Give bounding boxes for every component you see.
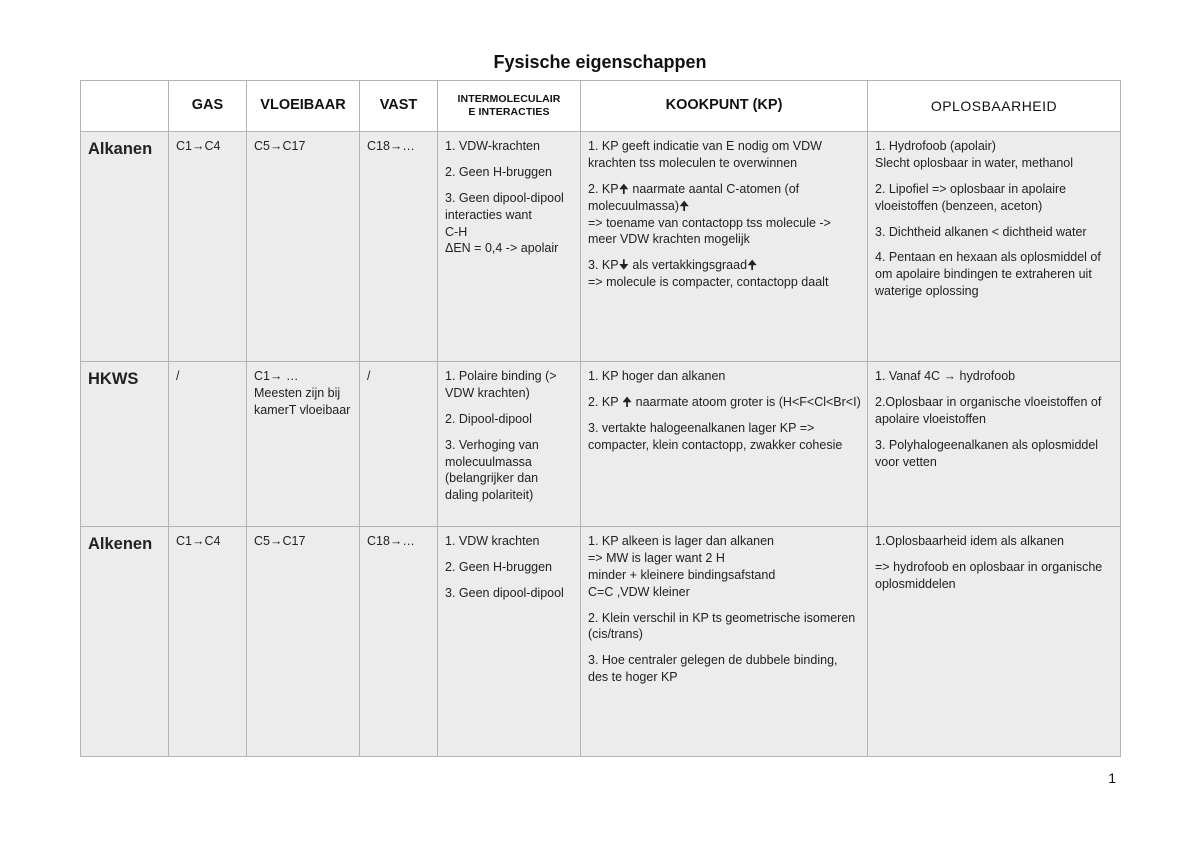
cell-kookpunt	[581, 132, 868, 362]
cell-paragraph: 2. Lipofiel => oplosbaar in apolaire vloeistoffen (benzeen, aceton)	[875, 181, 1067, 213]
cell-paragraph: 3. Polyhalogeenalkanen als oplosmiddel voor vetten	[875, 437, 1099, 469]
cell-paragraph: 2. Geen H-bruggen	[445, 164, 553, 179]
cell-intermoleculair	[438, 132, 581, 362]
cell-text: C1→C4	[176, 534, 221, 548]
cell-text: /	[367, 369, 371, 383]
cell-vloeibaar	[247, 362, 360, 527]
cell-paragraph: 1. Polaire binding (> VDW krachten)	[445, 369, 557, 400]
cell-kookpunt	[581, 362, 868, 527]
header-vast: VAST	[360, 81, 438, 132]
page-title: Fysische eigenschappen	[493, 52, 707, 72]
cell-text: C1→ … Meesten zijn bij kamerT vloeibaar	[254, 369, 351, 417]
cell-vast	[360, 132, 438, 362]
cell-paragraph: 2. KP🠉 naarmate aantal C-atomen (of molecuulmassa)🠉 => toename van contactopp tss molecule -> meer VDW krachten mogelijk	[588, 181, 831, 247]
cell-vloeibaar	[247, 132, 360, 362]
cell-paragraph: 1. VDW krachten	[445, 534, 540, 548]
cell-paragraph: 1. VDW-krachten	[445, 139, 540, 153]
cell-paragraph: 2. KP 🠉 naarmate atoom groter is (H<F<Cl<Br<I)	[588, 394, 861, 409]
cell-gas	[169, 362, 247, 527]
table-row	[81, 362, 1121, 527]
row-header-hkws: HKWS	[81, 362, 169, 527]
cell-text: C5→C17	[254, 534, 306, 548]
header-gas: GAS	[169, 81, 247, 132]
cell-paragraph: 3. Geen dipool-dipool interacties want C-H ΔEN = 0,4 -> apolair	[445, 190, 564, 256]
header-oplosbaarheid: OPLOSBAARHEID	[868, 81, 1121, 132]
cell-oplosbaarheid	[868, 132, 1121, 362]
cell-vast	[360, 362, 438, 527]
cell-oplosbaarheid	[868, 527, 1121, 757]
header-vloeibaar: VLOEIBAAR	[247, 81, 360, 132]
cell-text: C1→C4	[176, 139, 221, 153]
cell-text: /	[176, 369, 180, 383]
cell-vloeibaar	[247, 527, 360, 757]
header-blank	[81, 81, 169, 132]
cell-paragraph: 1. KP alkeen is lager dan alkanen => MW is lager want 2 H minder + kleinere bindingsafstand C=C ,VDW kleiner	[588, 534, 776, 599]
cell-intermoleculair	[438, 527, 581, 757]
cell-text: C5→C17	[254, 139, 306, 153]
properties-table	[80, 80, 1121, 757]
cell-paragraph: 3. vertakte halogeenalkanen lager KP => compacter, klein contactopp, zwakker cohesie	[588, 420, 843, 452]
cell-kookpunt	[581, 527, 868, 757]
table-row	[81, 527, 1121, 757]
cell-paragraph: 2.Oplosbaar in organische vloeistoffen of apolaire vloeistoffen	[875, 394, 1102, 426]
cell-paragraph: 1.Oplosbaarheid idem als alkanen	[875, 534, 1065, 548]
page-number: 1	[1108, 770, 1116, 786]
cell-paragraph: 1. KP geeft indicatie van E nodig om VDW krachten tss moleculen te overwinnen	[588, 139, 822, 170]
cell-paragraph: 2. Dipool-dipool	[445, 411, 532, 426]
cell-text: C18→…	[367, 534, 415, 548]
cell-text: C18→…	[367, 139, 415, 153]
header-intermoleculair: INTERMOLECULAIR E INTERACTIES	[438, 81, 581, 132]
cell-paragraph: 1. Vanaf 4C → hydrofoob	[875, 369, 1016, 383]
table-row	[81, 132, 1121, 362]
cell-gas	[169, 132, 247, 362]
cell-gas	[169, 527, 247, 757]
cell-paragraph: 3. Geen dipool-dipool	[445, 585, 564, 600]
cell-paragraph: 2. Geen H-bruggen	[445, 559, 553, 574]
cell-paragraph: 3. Dichtheid alkanen < dichtheid water	[875, 224, 1087, 239]
cell-vast	[360, 527, 438, 757]
cell-paragraph: 4. Pentaan en hexaan als oplosmiddel of om apolaire bindingen te extraheren uit waterige oplossing	[875, 250, 1101, 299]
header-row	[81, 81, 1121, 132]
row-header-alkenen: Alkenen	[81, 527, 169, 757]
cell-paragraph: 3. Hoe centraler gelegen de dubbele binding, des te hoger KP	[588, 653, 838, 685]
header-kookpunt: KOOKPUNT (KP)	[581, 81, 868, 132]
cell-paragraph: 2. Klein verschil in KP ts geometrische isomeren (cis/trans)	[588, 610, 856, 642]
cell-paragraph: 1. KP hoger dan alkanen	[588, 369, 726, 383]
cell-paragraph: 3. Verhoging van molecuulmassa (belangrijker dan daling polariteit)	[445, 437, 539, 503]
cell-intermoleculair	[438, 362, 581, 527]
cell-paragraph: 1. Hydrofoob (apolair) Slecht oplosbaar in water, methanol	[875, 139, 1074, 170]
cell-paragraph: => hydrofoob en oplosbaar in organische oplosmiddelen	[875, 559, 1103, 591]
row-header-alkanen: Alkanen	[81, 132, 169, 362]
cell-oplosbaarheid	[868, 362, 1121, 527]
cell-paragraph: 3. KP🠋 als vertakkingsgraad🠉 => molecule is compacter, contactopp daalt	[588, 258, 829, 290]
